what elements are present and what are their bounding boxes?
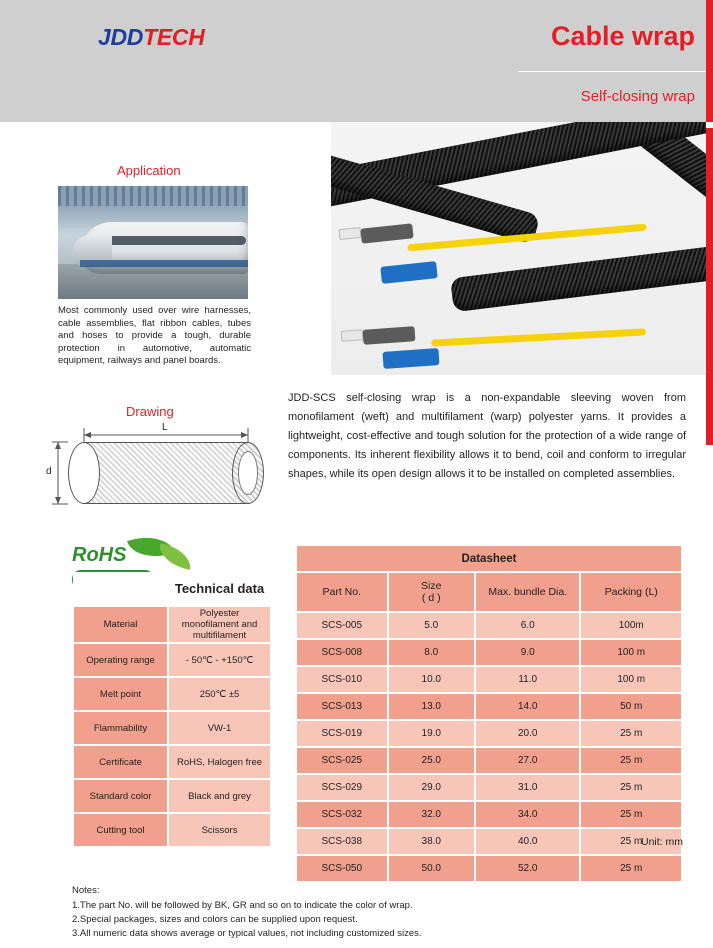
drawing-dimension-lines bbox=[22, 420, 267, 525]
cell-part-no: SCS-038 bbox=[296, 828, 388, 855]
note-item: 2.Special packages, sizes and colors can be supplied upon request. bbox=[72, 914, 358, 925]
table-row bbox=[73, 813, 271, 847]
technical-label: Certificate bbox=[73, 745, 168, 779]
table-row bbox=[296, 774, 682, 801]
cell-part-no: SCS-010 bbox=[296, 666, 388, 693]
cell-packing: 25 m bbox=[580, 855, 682, 882]
technical-label: Standard color bbox=[73, 779, 168, 813]
datasheet-unit-note: Unit: mm bbox=[641, 836, 683, 848]
cell-bundle: 34.0 bbox=[475, 801, 580, 828]
cell-size: 19.0 bbox=[388, 720, 476, 747]
table-row bbox=[296, 855, 682, 882]
notes-section bbox=[72, 884, 672, 941]
cell-packing: 100 m bbox=[580, 639, 682, 666]
cell-packing: 25 m bbox=[580, 828, 682, 855]
cell-size: 8.0 bbox=[388, 639, 476, 666]
drawing-dimension-diameter: d bbox=[46, 466, 52, 477]
sc-connector-1 bbox=[380, 261, 437, 284]
column-header-size bbox=[388, 572, 476, 612]
cell-size: 50.0 bbox=[388, 855, 476, 882]
cell-bundle: 14.0 bbox=[475, 693, 580, 720]
table-row bbox=[296, 693, 682, 720]
rohs-text: RoHS bbox=[72, 544, 127, 566]
cell-bundle: 27.0 bbox=[475, 747, 580, 774]
column-header-max-bundle: Max. bundle Dia. bbox=[475, 572, 580, 612]
cell-part-no: SCS-025 bbox=[296, 747, 388, 774]
technical-value: Black and grey bbox=[168, 779, 271, 813]
table-row bbox=[73, 606, 271, 643]
technical-data-table bbox=[72, 572, 272, 848]
table-row bbox=[296, 720, 682, 747]
cell-part-no: SCS-008 bbox=[296, 639, 388, 666]
table-row bbox=[73, 643, 271, 677]
cell-packing: 25 m bbox=[580, 774, 682, 801]
drawing-label: Drawing bbox=[126, 404, 174, 419]
technical-label: Melt point bbox=[73, 677, 168, 711]
cell-bundle: 6.0 bbox=[475, 612, 580, 639]
connector-ferrule-1 bbox=[338, 227, 361, 240]
cell-packing: 50 m bbox=[580, 693, 682, 720]
product-photo bbox=[331, 122, 706, 375]
column-header-packing: Packing (L) bbox=[580, 572, 682, 612]
red-accent-bar-middle bbox=[706, 128, 713, 445]
cell-bundle: 52.0 bbox=[475, 855, 580, 882]
technical-value: 250℃ ±5 bbox=[168, 677, 271, 711]
technical-value: - 50℃ - +150℃ bbox=[168, 643, 271, 677]
fiber-cable-yellow-2 bbox=[431, 328, 646, 346]
cell-packing: 100 m bbox=[580, 666, 682, 693]
datasheet-title: Datasheet bbox=[296, 545, 682, 572]
cell-size: 5.0 bbox=[388, 612, 476, 639]
column-header-size-line2: ( d ) bbox=[421, 592, 441, 604]
table-row bbox=[296, 666, 682, 693]
st-connector-2 bbox=[363, 326, 416, 345]
cell-part-no: SCS-032 bbox=[296, 801, 388, 828]
application-label: Application bbox=[117, 163, 181, 178]
technical-value: RoHS, Halogen free bbox=[168, 745, 271, 779]
cell-part-no: SCS-019 bbox=[296, 720, 388, 747]
cell-packing: 25 m bbox=[580, 720, 682, 747]
page-subtitle: Self-closing wrap bbox=[580, 88, 695, 105]
technical-label: Cutting tool bbox=[73, 813, 168, 847]
cell-bundle: 40.0 bbox=[475, 828, 580, 855]
leaf-icon-2 bbox=[156, 543, 193, 570]
brand-logo bbox=[98, 24, 205, 51]
cell-size: 38.0 bbox=[388, 828, 476, 855]
table-row bbox=[296, 639, 682, 666]
column-header-part-no: Part No. bbox=[296, 572, 388, 612]
cell-size: 32.0 bbox=[388, 801, 476, 828]
technical-value: Scissors bbox=[168, 813, 271, 847]
technical-value: Polyester monofilament and multifilament bbox=[168, 606, 271, 643]
technical-table-title: Technical data bbox=[168, 572, 271, 606]
technical-label: Operating range bbox=[73, 643, 168, 677]
note-item: 3.All numeric data shows average or typical values, not including customized sizes. bbox=[72, 928, 422, 939]
table-row bbox=[73, 711, 271, 745]
technical-drawing bbox=[22, 420, 267, 525]
table-row bbox=[73, 779, 271, 813]
table-row bbox=[73, 745, 271, 779]
cell-packing: 100m bbox=[580, 612, 682, 639]
cell-part-no: SCS-013 bbox=[296, 693, 388, 720]
application-photo bbox=[58, 186, 248, 299]
product-description: JDD-SCS self-closing wrap is a non-expandable sleeving woven from monofilament (weft) and multifilament (warp) polyester yarns. It provides a lightweight, cost-effective and tough solution for the protection of a wide range of components. Its inherent flexibility allows it to bend, coil and conform to irregular shapes, while its open design allows it to be installed on completed assemblies. bbox=[288, 392, 686, 480]
photo-train-stripe bbox=[80, 260, 248, 267]
cell-bundle: 9.0 bbox=[475, 639, 580, 666]
datasheet-title-row bbox=[296, 545, 682, 572]
cell-size: 13.0 bbox=[388, 693, 476, 720]
cell-packing: 25 m bbox=[580, 801, 682, 828]
page-title: Cable wrap bbox=[550, 21, 695, 51]
technical-table-spacer bbox=[73, 572, 168, 606]
cell-bundle: 11.0 bbox=[475, 666, 580, 693]
technical-label: Material bbox=[73, 606, 168, 643]
photo-station-roof bbox=[58, 186, 248, 206]
st-connector-1 bbox=[360, 223, 413, 243]
table-row bbox=[73, 572, 271, 606]
technical-value: VW-1 bbox=[168, 711, 271, 745]
datasheet-table bbox=[295, 544, 683, 883]
cell-bundle: 31.0 bbox=[475, 774, 580, 801]
cell-size: 10.0 bbox=[388, 666, 476, 693]
red-accent-bar-top bbox=[706, 0, 713, 122]
column-header-size-line1: Size bbox=[421, 580, 442, 592]
table-row bbox=[296, 801, 682, 828]
cell-size: 25.0 bbox=[388, 747, 476, 774]
table-row bbox=[296, 612, 682, 639]
brand-logo-tech: TECH bbox=[143, 24, 205, 50]
connector-ferrule-2 bbox=[341, 329, 364, 342]
cell-part-no: SCS-005 bbox=[296, 612, 388, 639]
table-row bbox=[296, 828, 682, 855]
datasheet-header-row bbox=[296, 572, 682, 612]
cell-bundle: 20.0 bbox=[475, 720, 580, 747]
brand-logo-jdd: JDD bbox=[98, 24, 144, 50]
cell-size: 29.0 bbox=[388, 774, 476, 801]
drawing-dimension-length: L bbox=[162, 422, 168, 433]
application-text: Most commonly used over wire harnesses, cable assemblies, flat ribbon cables, tubes and hoses to provide a tough, durable protection in automotive, automatic equipment, railways and panel boards. bbox=[58, 305, 251, 366]
cell-packing: 25 m bbox=[580, 747, 682, 774]
cell-part-no: SCS-050 bbox=[296, 855, 388, 882]
sleeve-strand-3 bbox=[450, 242, 706, 312]
technical-label: Flammability bbox=[73, 711, 168, 745]
table-row bbox=[296, 747, 682, 774]
note-item: 1.The part No. will be followed by BK, GR and so on to indicate the color of wrap. bbox=[72, 900, 413, 911]
header-divider bbox=[518, 71, 708, 72]
sc-connector-2 bbox=[382, 348, 439, 369]
table-row bbox=[73, 677, 271, 711]
notes-title: Notes: bbox=[72, 885, 100, 896]
cell-part-no: SCS-029 bbox=[296, 774, 388, 801]
